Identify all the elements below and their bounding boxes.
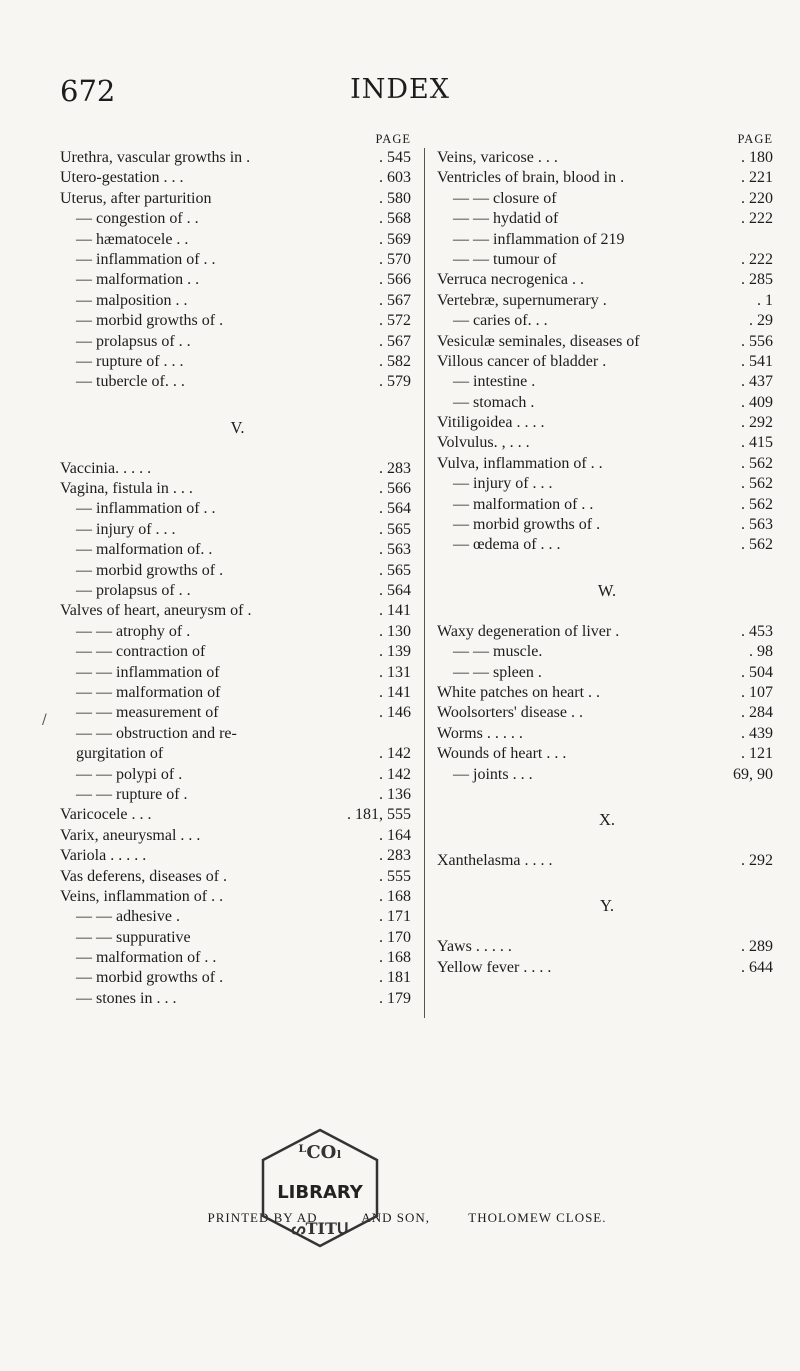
stamp-bottom-text: ᔕTITᑌ bbox=[291, 1219, 349, 1238]
entry-term: Varicocele . . . bbox=[60, 806, 152, 824]
column-divider bbox=[424, 148, 425, 1018]
entry-term: Vulva, inflammation of . . bbox=[437, 454, 603, 472]
entry-page-ref: . 131 bbox=[379, 663, 411, 681]
entry-page-ref: . 180 bbox=[741, 149, 773, 166]
library-stamp bbox=[255, 1128, 385, 1248]
entry-term: Ventricles of brain, blood in . bbox=[437, 169, 625, 187]
entry-term: — malformation of . . bbox=[453, 495, 594, 513]
index-entry bbox=[437, 958, 777, 978]
entry-page-ref: . 567 bbox=[379, 332, 411, 350]
page-column-label: PAGE bbox=[375, 132, 411, 146]
index-entry bbox=[60, 230, 415, 250]
index-entry bbox=[60, 352, 415, 372]
entry-page-ref: . 409 bbox=[741, 393, 773, 411]
index-entry bbox=[60, 805, 415, 825]
index-entry bbox=[437, 744, 777, 764]
entry-term: Villous cancer of bladder . bbox=[437, 352, 607, 370]
entry-page-ref: . 130 bbox=[379, 622, 411, 640]
section-v-entries bbox=[60, 459, 415, 1010]
entry-page-ref: . 568 bbox=[379, 210, 411, 228]
entry-term: — — closure of bbox=[453, 189, 557, 207]
section-heading-w: W. bbox=[597, 580, 617, 600]
entry-term: — — rupture of . bbox=[76, 785, 188, 803]
entry-term: Verruca necrogenica . . bbox=[437, 271, 585, 289]
entry-term: Worms . . . . . bbox=[437, 724, 523, 742]
entry-term: Yaws . . . . . bbox=[437, 938, 512, 956]
entry-page-ref: . 555 bbox=[379, 867, 411, 885]
entry-page-ref: . 139 bbox=[379, 643, 411, 661]
entry-page-ref: . 141 bbox=[379, 602, 411, 620]
entry-term: Vertebræ, supernumerary . bbox=[437, 291, 607, 309]
section-v-continued-entries bbox=[437, 148, 777, 556]
entry-page-ref: . 164 bbox=[379, 826, 411, 844]
index-entry bbox=[437, 168, 777, 188]
index-entry bbox=[437, 332, 777, 352]
entry-term: — — contraction of bbox=[76, 643, 206, 661]
index-entry bbox=[60, 928, 415, 948]
entry-page-ref: . 179 bbox=[379, 989, 411, 1007]
entry-term: Utero-gestation . . . bbox=[60, 169, 184, 187]
section-heading-x: X. bbox=[598, 809, 616, 829]
entry-term: Vitiligoidea . . . . bbox=[437, 414, 545, 432]
index-entry bbox=[60, 372, 415, 392]
section-heading-v: V. bbox=[230, 417, 245, 437]
running-title: INDEX bbox=[350, 74, 450, 105]
entry-term: — — malformation of bbox=[76, 683, 221, 701]
section-w-entries bbox=[437, 622, 777, 785]
index-entry bbox=[60, 785, 415, 805]
index-entry bbox=[437, 230, 777, 250]
entry-term: — prolapsus of . . bbox=[76, 582, 191, 600]
entry-term: Vagina, fistula in . . . bbox=[60, 480, 193, 498]
entry-page-ref: . 556 bbox=[741, 332, 773, 350]
entry-term: — stomach . bbox=[453, 393, 535, 411]
index-entry bbox=[437, 209, 777, 229]
index-entry bbox=[437, 189, 777, 209]
index-entry bbox=[437, 515, 777, 535]
index-entry bbox=[60, 826, 415, 846]
entry-page-ref: . 284 bbox=[741, 704, 773, 722]
page-number: 672 bbox=[60, 74, 116, 108]
entry-term: — joints . . . bbox=[453, 765, 533, 783]
entry-term: — malformation of. . bbox=[76, 541, 213, 559]
index-entry bbox=[60, 540, 415, 560]
index-entry bbox=[60, 581, 415, 601]
entry-term: — caries of. . . bbox=[453, 312, 548, 330]
entry-term: gurgitation of bbox=[76, 745, 164, 763]
index-entry bbox=[437, 372, 777, 392]
entry-page-ref: . 142 bbox=[379, 765, 411, 783]
stamp-top-text: ᴸCOₗ bbox=[298, 1142, 342, 1163]
entry-page-ref: . 220 bbox=[741, 189, 773, 207]
entry-page-ref: . 541 bbox=[741, 352, 773, 370]
entry-page-ref: . 292 bbox=[741, 851, 773, 869]
right-column bbox=[437, 130, 777, 978]
entry-page-ref: . 171 bbox=[379, 908, 411, 926]
entry-page-ref: . 567 bbox=[379, 291, 411, 309]
index-entry bbox=[60, 663, 415, 683]
index-entry bbox=[60, 459, 415, 479]
entry-term: — — spleen . bbox=[453, 663, 542, 681]
entry-term: — injury of . . . bbox=[453, 475, 553, 493]
entry-page-ref: . 285 bbox=[741, 271, 773, 289]
index-entry bbox=[437, 311, 777, 331]
printer-text-mid: AND SON, bbox=[361, 1210, 430, 1225]
index-entry bbox=[60, 846, 415, 866]
entry-page-ref: . 563 bbox=[741, 516, 773, 534]
entry-page-ref: . 579 bbox=[379, 373, 411, 391]
entry-page-ref: . 168 bbox=[379, 949, 411, 967]
entry-page-ref: . 562 bbox=[741, 454, 773, 472]
entry-term: — intestine . bbox=[453, 373, 536, 391]
entry-term: — malformation of . . bbox=[76, 949, 217, 967]
index-entry bbox=[437, 393, 777, 413]
section-y-entries bbox=[437, 937, 777, 978]
entry-term: — — atrophy of . bbox=[76, 622, 191, 640]
index-entry bbox=[437, 474, 777, 494]
left-column bbox=[60, 130, 415, 1009]
entry-term: — prolapsus of . . bbox=[76, 332, 191, 350]
index-entry bbox=[437, 622, 777, 642]
entry-page-ref: . 582 bbox=[379, 352, 411, 370]
index-entry bbox=[437, 937, 777, 957]
index-entry bbox=[60, 765, 415, 785]
entry-page-ref: . 121 bbox=[741, 745, 773, 763]
index-entry bbox=[60, 311, 415, 331]
entry-page-ref: . 168 bbox=[379, 887, 411, 905]
entry-term: — — tumour of bbox=[453, 250, 557, 268]
index-entry bbox=[437, 765, 777, 785]
index-entry bbox=[60, 887, 415, 907]
index-entry bbox=[437, 250, 777, 270]
entry-page-ref: . 565 bbox=[379, 561, 411, 579]
index-entry bbox=[437, 724, 777, 744]
index-entry bbox=[60, 724, 415, 744]
entry-page-ref: . 563 bbox=[379, 541, 411, 559]
entry-term: — — hydatid of bbox=[453, 210, 559, 228]
entry-page-ref: . 564 bbox=[379, 582, 411, 600]
index-entry bbox=[437, 851, 777, 871]
index-entry bbox=[60, 642, 415, 662]
index-entry bbox=[60, 948, 415, 968]
index-entry bbox=[437, 683, 777, 703]
entry-term: — malposition . . bbox=[76, 291, 188, 309]
entry-page-ref: . 453 bbox=[741, 622, 773, 640]
index-entry bbox=[60, 744, 415, 764]
index-entry bbox=[437, 663, 777, 683]
printer-text-right: THOLOMEW CLOSE. bbox=[468, 1210, 607, 1225]
margin-mark: / bbox=[42, 712, 47, 728]
index-entry bbox=[60, 703, 415, 723]
section-heading-y: Y. bbox=[600, 896, 614, 916]
index-entry bbox=[437, 413, 777, 433]
entry-page-ref: . 562 bbox=[741, 495, 773, 513]
index-entry bbox=[437, 148, 777, 168]
entry-term: — inflammation of . . bbox=[76, 250, 216, 268]
entry-page-ref: . 580 bbox=[379, 189, 411, 207]
page-column-label: PAGE bbox=[737, 132, 773, 146]
entry-term: — rupture of . . . bbox=[76, 352, 184, 370]
index-entry bbox=[60, 601, 415, 621]
entry-term: — congestion of . . bbox=[76, 210, 199, 228]
entry-page-ref: . 141 bbox=[379, 683, 411, 701]
entry-page-ref: . 107 bbox=[741, 683, 773, 701]
entry-term: Volvulus. , . . . bbox=[437, 434, 530, 452]
index-entry bbox=[60, 209, 415, 229]
entry-term: — — obstruction and re- bbox=[76, 724, 237, 742]
entry-term: — stones in . . . bbox=[76, 989, 177, 1007]
entry-term: — — polypi of . bbox=[76, 765, 183, 783]
index-entry bbox=[60, 168, 415, 188]
entry-page-ref: . 283 bbox=[379, 847, 411, 865]
index-entry bbox=[60, 479, 415, 499]
entry-page-ref: . 545 bbox=[379, 149, 411, 166]
entry-term: — — inflammation of 219 bbox=[453, 230, 625, 248]
entry-term: Urethra, vascular growths in . bbox=[60, 149, 251, 166]
entry-term: — tubercle of. . . bbox=[76, 373, 185, 391]
entry-page-ref: . 289 bbox=[741, 938, 773, 956]
entry-page-ref: 69, 90 bbox=[733, 765, 773, 783]
entry-term: — — suppurative bbox=[76, 928, 191, 946]
entry-page-ref: . 644 bbox=[741, 958, 773, 976]
entry-term: — — measurement of bbox=[76, 704, 219, 722]
entry-term: — injury of . . . bbox=[76, 520, 176, 538]
stamp-library-text: LIBRARY bbox=[277, 1182, 363, 1203]
index-entry bbox=[60, 622, 415, 642]
entry-term: Uterus, after parturition bbox=[60, 189, 212, 207]
entry-page-ref: . 569 bbox=[379, 230, 411, 248]
index-entry bbox=[437, 454, 777, 474]
entry-term: — morbid growths of . bbox=[453, 516, 601, 534]
index-entry bbox=[437, 291, 777, 311]
entry-page-ref: . 415 bbox=[741, 434, 773, 452]
entry-term: — inflammation of . . bbox=[76, 500, 216, 518]
entry-term: Vesiculæ seminales, diseases of bbox=[437, 332, 640, 350]
index-entry bbox=[60, 148, 415, 168]
entry-term: Varix, aneurysmal . . . bbox=[60, 826, 201, 844]
entry-term: — — inflammation of bbox=[76, 663, 220, 681]
index-entry bbox=[60, 683, 415, 703]
index-entry bbox=[60, 907, 415, 927]
entry-term: Xanthelasma . . . . bbox=[437, 851, 553, 869]
entry-page-ref: . 504 bbox=[741, 663, 773, 681]
entry-page-ref: . 221 bbox=[741, 169, 773, 187]
index-entry bbox=[437, 433, 777, 453]
index-entry bbox=[437, 352, 777, 372]
entry-term: Valves of heart, aneurysm of . bbox=[60, 602, 252, 620]
entry-term: Veins, varicose . . . bbox=[437, 149, 558, 166]
index-entry bbox=[60, 520, 415, 540]
entry-page-ref: . 603 bbox=[379, 169, 411, 187]
entry-term: Vaccinia. . . . . bbox=[60, 459, 152, 477]
entry-term: Variola . . . . . bbox=[60, 847, 147, 865]
index-entry bbox=[60, 968, 415, 988]
index-entry bbox=[60, 499, 415, 519]
printer-text-left: PRINTED BY AD bbox=[207, 1210, 318, 1225]
entry-term: Woolsorters' disease . . bbox=[437, 704, 584, 722]
entry-page-ref: . 136 bbox=[379, 785, 411, 803]
index-entry bbox=[60, 291, 415, 311]
entry-page-ref: . 1 bbox=[757, 291, 773, 309]
entry-term: Veins, inflammation of . . bbox=[60, 887, 224, 905]
printer-imprint bbox=[62, 1210, 752, 1226]
index-entry bbox=[437, 495, 777, 515]
entry-page-ref: . 565 bbox=[379, 520, 411, 538]
index-entry bbox=[437, 642, 777, 662]
entry-page-ref: . 570 bbox=[379, 250, 411, 268]
entry-page-ref: . 283 bbox=[379, 459, 411, 477]
entry-term: — morbid growths of . bbox=[76, 969, 224, 987]
entry-term: — — adhesive . bbox=[76, 908, 180, 926]
index-entry bbox=[437, 535, 777, 555]
entry-term: Wounds of heart . . . bbox=[437, 745, 567, 763]
entry-page-ref: . 564 bbox=[379, 500, 411, 518]
entry-page-ref: . 29 bbox=[749, 312, 773, 330]
entry-page-ref: . 566 bbox=[379, 271, 411, 289]
entry-term: Yellow fever . . . . bbox=[437, 958, 552, 976]
entry-page-ref: . 572 bbox=[379, 312, 411, 330]
entry-term: — morbid growths of . bbox=[76, 312, 224, 330]
index-entry bbox=[60, 270, 415, 290]
entry-page-ref: . 181 bbox=[379, 969, 411, 987]
index-entry bbox=[60, 332, 415, 352]
entry-page-ref: . 562 bbox=[741, 475, 773, 493]
entry-page-ref: . 222 bbox=[741, 210, 773, 228]
page-header bbox=[0, 74, 800, 114]
entry-page-ref: . 292 bbox=[741, 414, 773, 432]
entry-page-ref: . 146 bbox=[379, 704, 411, 722]
section-x-entries bbox=[437, 851, 777, 871]
entry-term: Waxy degeneration of liver . bbox=[437, 622, 620, 640]
entry-term: White patches on heart . . bbox=[437, 683, 601, 701]
index-entry bbox=[437, 270, 777, 290]
entry-term: Vas deferens, diseases of . bbox=[60, 867, 228, 885]
entry-page-ref: . 142 bbox=[379, 745, 411, 763]
index-entry bbox=[60, 561, 415, 581]
index-entry bbox=[60, 250, 415, 270]
entry-term: — morbid growths of . bbox=[76, 561, 224, 579]
index-entry bbox=[60, 189, 415, 209]
entry-term: — malformation . . bbox=[76, 271, 200, 289]
entry-page-ref: . 562 bbox=[741, 536, 773, 554]
entry-term: — hæmatocele . . bbox=[76, 230, 189, 248]
entry-term: — œdema of . . . bbox=[453, 536, 561, 554]
section-u-entries bbox=[60, 148, 415, 393]
index-entry bbox=[60, 867, 415, 887]
index-entry bbox=[60, 989, 415, 1009]
index-entry bbox=[437, 703, 777, 723]
entry-page-ref: . 437 bbox=[741, 373, 773, 391]
entry-page-ref: . 566 bbox=[379, 480, 411, 498]
entry-page-ref: . 439 bbox=[741, 724, 773, 742]
entry-term: — — muscle. bbox=[453, 643, 543, 661]
entry-page-ref: . 181, 555 bbox=[347, 806, 411, 824]
entry-page-ref: . 170 bbox=[379, 928, 411, 946]
entry-page-ref: . 222 bbox=[741, 250, 773, 268]
entry-page-ref: . 98 bbox=[749, 643, 773, 661]
